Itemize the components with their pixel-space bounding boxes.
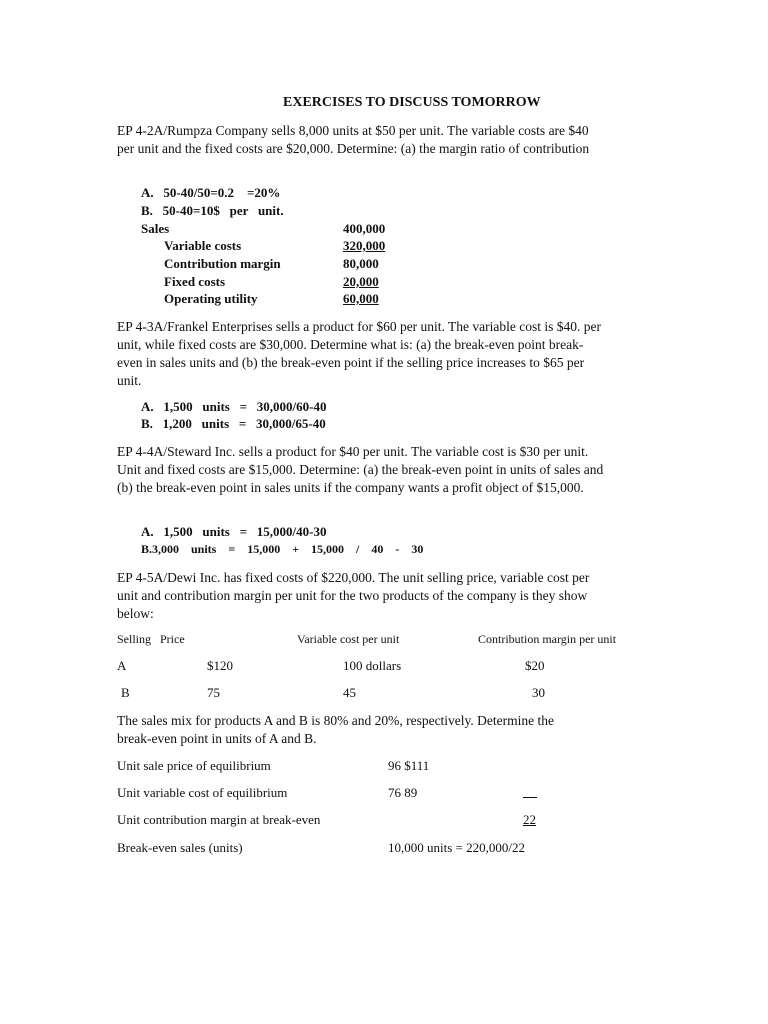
- table-row-a-variable: 100 dollars: [343, 658, 402, 673]
- page-title: EXERCISES TO DISCUSS TOMORROW: [283, 95, 541, 110]
- table-row-a-margin: $20: [525, 658, 545, 673]
- table-row-b-product: B: [121, 685, 130, 700]
- statement-value-variable-costs: 320,000: [343, 238, 386, 253]
- statement-value-sales: 400,000: [343, 221, 386, 236]
- statement-label-variable-costs: Variable costs: [164, 238, 242, 253]
- sales-mix-text: The sales mix for products A and B is 80% and 20%, respectively. Determine the break-even point in units of A and B.: [117, 713, 555, 746]
- result-label-contribution-margin: Unit contribution margin at break-even: [117, 812, 321, 827]
- statement-label-sales: Sales: [141, 221, 170, 236]
- result-value-contribution-margin: 22: [523, 812, 536, 827]
- exercise-3-answer-b: B.3,000 units = 15,000 + 15,000 / 40 - 30: [141, 542, 424, 556]
- statement-value-fixed-costs: 20,000: [343, 274, 379, 289]
- statement-value-operating-utility: 60,000: [343, 291, 379, 306]
- table-row-a-price: $120: [207, 658, 233, 673]
- exercise-1-answer-b: B. 50-40=10$ per unit.: [141, 203, 284, 218]
- statement-label-fixed-costs: Fixed costs: [164, 274, 226, 289]
- statement-value-contribution-margin: 80,000: [343, 256, 379, 271]
- exercise-3-text: EP 4-4A/Steward Inc. sells a product for $40 per unit. The variable cost is $30 per unit. Unit and fixed costs are $15,000. Determine: (a) the break-even point in units of sales and (b) the break-even point in sales units if the company wants a profit object of $15,000.: [117, 444, 604, 495]
- result-value-sale-price: 96 $111: [388, 758, 430, 773]
- table-row-b-variable: 45: [343, 685, 356, 700]
- exercise-3-answer-a: A. 1,500 units = 15,000/40-30: [141, 524, 327, 539]
- exercise-4-text: EP 4-5A/Dewi Inc. has fixed costs of $220,000. The unit selling price, variable cost per unit and contribution margin per unit for the two products of the company is they show below:: [117, 570, 590, 621]
- table-header-variable-cost: Variable cost per unit: [297, 632, 400, 646]
- exercise-2-answer-b: B. 1,200 units = 30,000/65-40: [141, 416, 326, 431]
- result-value-variable-cost: 76 89: [388, 785, 418, 800]
- exercise-1-answer-a: A. 50-40/50=0.2 =20%: [141, 185, 281, 200]
- result-value-break-even-sales: 10,000 units = 220,000/22: [388, 840, 525, 855]
- statement-label-operating-utility: Operating utility: [164, 291, 258, 306]
- result-label-sale-price: Unit sale price of equilibrium: [117, 758, 271, 773]
- result-label-break-even-sales: Break-even sales (units): [117, 840, 243, 855]
- exercise-2-answer-a: A. 1,500 units = 30,000/60-40: [141, 399, 327, 414]
- statement-label-contribution-margin: Contribution margin: [164, 256, 281, 271]
- table-header-contribution-margin: Contribution margin per unit: [478, 632, 617, 646]
- exercise-2-text: EP 4-3A/Frankel Enterprises sells a product for $60 per unit. The variable cost is $40. per unit, while fixed costs are $30,000. Determine what is: (a) the break-even point break-even in sales units and (b) the break-even point if the selling price increases to $65 per unit.: [117, 319, 602, 388]
- table-header-selling-price: Selling Price: [117, 632, 185, 646]
- table-row-a-product: A: [117, 658, 127, 673]
- table-row-b-price: 75: [207, 685, 220, 700]
- result-blank-underline: [523, 785, 537, 803]
- table-row-b-margin: 30: [532, 685, 545, 700]
- exercise-1-text: EP 4-2A/Rumpza Company sells 8,000 units at $50 per unit. The variable costs are $40 per unit and the fixed costs are $20,000. Determine: (a) the margin ratio of contribution: [117, 123, 590, 156]
- result-label-variable-cost: Unit variable cost of equilibrium: [117, 785, 288, 800]
